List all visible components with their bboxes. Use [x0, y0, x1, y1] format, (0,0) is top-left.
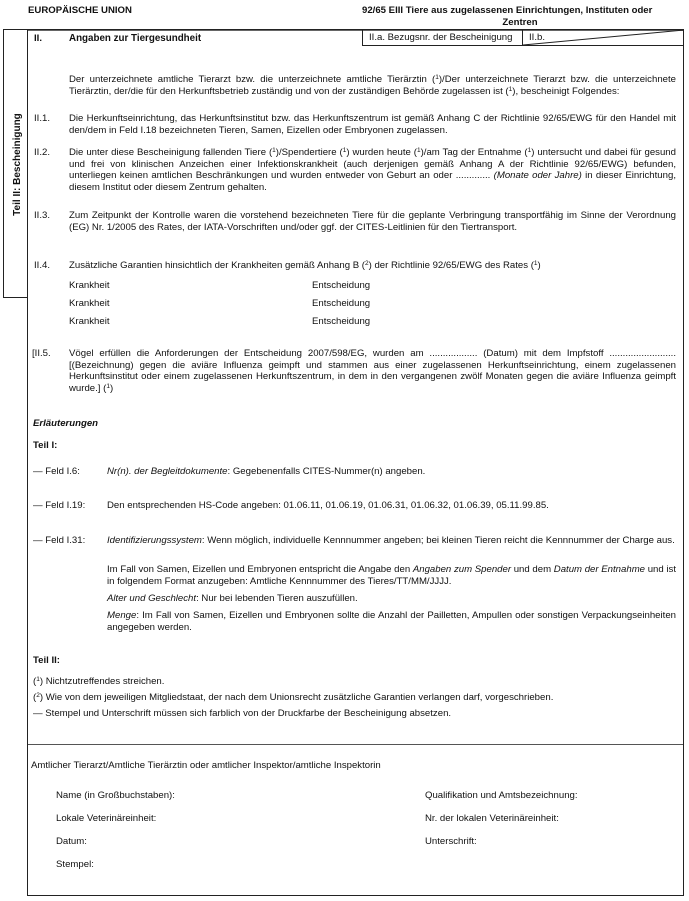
- intro-text-1: Der unterzeichnete amtliche Tierarzt bzw. die unterzeichnete amtliche Tierärztin (: [69, 74, 436, 85]
- clause-1-number: II.1.: [34, 113, 50, 124]
- footnote-ref: 1: [527, 147, 532, 154]
- feld-i31-label: — Feld I.31:: [33, 535, 86, 546]
- header-certificate-model-line1: 92/65 EIII Tiere aus zugelassenen Einrichtungen, Instituten oder: [362, 5, 653, 16]
- local-unit-number-field-label[interactable]: Nr. der lokalen Veterinäreinheit:: [425, 813, 559, 824]
- feld-i31-desc: : Wenn möglich, individuelle Kennnummer angeben; bei kleinen Tieren reicht die Kennnummer der Charge aus.: [201, 535, 675, 546]
- feld-i31-p2-term: Datum der Entnahme: [553, 564, 646, 575]
- disease-label: Krankheit: [69, 280, 110, 291]
- strikethrough-diagonal-icon: [523, 30, 684, 46]
- decision-label: Entscheidung: [312, 298, 371, 309]
- clause-5-part: Vögel erfüllen die Anforderungen der Entscheidung 2007/598/EG, wurden am .................. (Datum) mit dem Impfstoff ......................... [(Bezeichnung) gegen die aviäre Influenza geimpft und stammen aus einer zugelassenen Herkunftseinrichtung, einem zugelassenen Herkunftsinstitut oder einem zugelassenen Herkunftszentrum, in dem in den vergangenen zwölf Monaten gegen die aviäre Influenza geimpft wurde.] (: [69, 348, 676, 394]
- footnote-ref: 1: [272, 147, 276, 154]
- feld-i6-term: Nr(n). der Begleitdokumente: [107, 466, 228, 477]
- decision-label: Entscheidung: [312, 316, 371, 327]
- clause-2-part: )/am Tag der Entnahme (: [420, 147, 528, 158]
- footnote-ref: 1: [106, 382, 110, 390]
- signature-field-label[interactable]: Unterschrift:: [425, 836, 477, 847]
- clause-2-part: Die unter diese Bescheinigung fallenden Tiere (: [69, 147, 273, 158]
- feld-i31-p4-desc: : Im Fall von Samen, Eizellen und Embryonen sollte die Anzahl der Pailletten, Ampullen oder sonstigen Verpackungseinheiten angegeben werden.: [107, 610, 676, 633]
- certificate-frame: [27, 29, 684, 896]
- footnote-marker: 1: [36, 676, 40, 683]
- name-field-label[interactable]: Name (in Großbuchstaben):: [56, 790, 175, 801]
- date-field-label[interactable]: Datum:: [56, 836, 87, 847]
- decision-label: Entscheidung: [312, 280, 371, 291]
- clause-5-text: [69, 348, 676, 394]
- clause-4-part: Zusätzliche Garantien hinsichtlich der Krankheiten gemäß Anhang B (: [69, 260, 365, 271]
- signature-separator: [28, 744, 683, 745]
- clause-4-number: II.4.: [34, 260, 50, 271]
- clause-4-part: ) der Richtlinie 92/65/EWG des Rates (: [368, 260, 534, 271]
- stamp-note: — Stempel und Unterschrift müssen sich farblich von der Druckfarbe der Bescheinigung absetzen.: [33, 708, 452, 719]
- clause-1-text: Die Herkunftseinrichtung, das Herkunftsinstitut bzw. das Herkunftszentrum ist gemäß Anhang C der Richtlinie 92/65/EWG für den Handel mit den/dem in Feld I.18 bezeichneten Tieren, Samen, Eizellen oder Embryonen zugelassen.: [69, 113, 676, 136]
- clause-2-part: ) wurden heute (: [346, 147, 417, 158]
- intro-text-3: ), bescheinigt Folgendes:: [512, 85, 620, 97]
- clause-3-text: Zum Zeitpunkt der Kontrolle waren die vorstehend bezeichneten Tiere für die geplante Verbringung transportfähig im Sinne der Verordnung (EG) Nr. 1/2005 des Rates, der IATA-Vorschriften und/oder ggf. der CITES-Leitlinien für den Tiertransport.: [69, 210, 676, 233]
- intro-paragraph: [69, 74, 676, 97]
- footnote-ref: 1: [508, 85, 513, 93]
- feld-i31-term: Identifizierungssystem: [107, 535, 202, 546]
- clause-4-text: [69, 260, 676, 272]
- feld-i31-p1: [107, 535, 676, 547]
- clause-5-number: [II.5.: [32, 348, 51, 359]
- feld-i31-p3: [107, 593, 676, 605]
- footnote-1-text: ) Nichtzutreffendes streichen.: [39, 676, 165, 687]
- header-certificate-model: [362, 5, 678, 28]
- feld-i31-p3-term: Alter und Geschlecht: [107, 593, 197, 604]
- signature-heading: Amtlicher Tierarzt/Amtliche Tierärztin oder amtlicher Inspektor/amtliche Inspektorin: [31, 760, 381, 771]
- iib-field: [523, 30, 684, 46]
- feld-i19-label: — Feld I.19:: [33, 500, 86, 511]
- disease-label: Krankheit: [69, 298, 110, 309]
- iib-label: II.b.: [529, 32, 545, 43]
- footnote-marker: 2: [36, 692, 40, 699]
- clause-2-part: )/Spendertiere (: [275, 147, 343, 158]
- feld-i31-p2-part: Im Fall von Samen, Eizellen und Embryonen entspricht die Angabe den: [107, 564, 413, 575]
- feld-i31-p4: [107, 610, 676, 633]
- clause-5-part: ): [109, 382, 114, 394]
- section-number: II.: [34, 33, 42, 44]
- clause-3-number: II.3.: [34, 210, 50, 221]
- section-title: Angaben zur Tiergesundheit: [69, 33, 202, 44]
- footnote-2: ($^2$) Wie von dem jeweiligen Mitgliedstaat, der nach dem Unionsrecht zusätzliche Garantien verlangen darf, vorgeschrieben.: [33, 692, 554, 703]
- clause-4-part: ): [537, 260, 541, 271]
- feld-i31-p2-term: Angaben zum Spender: [412, 564, 512, 575]
- footnote-ref: 1: [533, 260, 538, 267]
- side-tab: [3, 29, 27, 298]
- feld-i6-label: — Feld I.6:: [33, 466, 80, 477]
- intro-text-2: )/Der unterzeichnete Tierarzt bzw. die unterzeichnete Tierärztin, der/die für den Herkunftsbetrieb zuständig und von der zuständigen Behörde zugelassen ist (: [69, 74, 676, 97]
- disease-label: Krankheit: [69, 316, 110, 327]
- footnote-2-text: ) Wie von dem jeweiligen Mitgliedstaat, der nach dem Unionsrecht zusätzliche Garantien verlangen darf, vorgeschrieben.: [39, 692, 554, 703]
- clause-2-duration-hint: (Monate oder Jahre): [493, 170, 582, 182]
- reference-number-label: II.a. Bezugsnr. der Bescheinigung: [369, 32, 513, 43]
- clause-2-number: II.2.: [34, 147, 50, 158]
- footnote-ref: 1: [416, 147, 421, 154]
- stamp-field-label[interactable]: Stempel:: [56, 859, 94, 870]
- notes-title: Erläuterungen: [33, 418, 99, 429]
- feld-i6-text: [107, 466, 676, 478]
- notes-part2-title: Teil II:: [33, 655, 61, 666]
- local-unit-field-label[interactable]: Lokale Veterinäreinheit:: [56, 813, 157, 824]
- qualification-field-label[interactable]: Qualifikation und Amtsbezeichnung:: [425, 790, 578, 801]
- header-certificate-model-line2: Zentren: [502, 16, 538, 28]
- feld-i31-p2-part: und dem: [511, 564, 554, 575]
- feld-i31-p4-term: Menge: [107, 610, 137, 621]
- footnote-ref: 1: [342, 147, 347, 154]
- feld-i19-text: Den entsprechenden HS-Code angeben: 01.06.11, 01.06.19, 01.06.31, 01.06.32, 01.06.39, 05.11.99.85.: [107, 500, 549, 511]
- notes-part1-title: Teil I:: [33, 440, 58, 451]
- side-tab-label: Teil II: Bescheinigung: [12, 113, 23, 216]
- footnote-1: ($^1$) Nichtzutreffendes streichen.: [33, 676, 165, 687]
- feld-i31-p2-part: und ist in folgendem Format anzugeben: Amtliche Kennnummer des Tieres/TT/MM/JJJJ.: [107, 564, 676, 587]
- footnote-ref: 1: [435, 74, 439, 81]
- clause-2-text: [69, 147, 676, 193]
- reference-number-field[interactable]: [362, 30, 523, 46]
- clause-2-part: ) untersucht und dabei für gesund und frei von klinischen Anzeichen einer Infektionskrankheit (auch derjenigen gemäß Anhang A der Richtlinie 92/65/EWG) befunden, unterliegen keinen amtlichen Beschränkungen und wurden entweder von Geburt an oder .............: [69, 147, 676, 182]
- feld-i6-desc: : Gegebenenfalls CITES-Nummer(n) angeben.: [227, 466, 426, 477]
- clause-2-part: in dieser Einrichtung, diesem Institut oder diesem Zentrum gehalten.: [69, 170, 676, 193]
- feld-i31-p3-desc: : Nur bei lebenden Tieren auszufüllen.: [196, 593, 358, 604]
- feld-i31-p2: [107, 564, 676, 587]
- footnote-ref: 2: [364, 260, 369, 267]
- header-union: EUROPÄISCHE UNION: [28, 5, 132, 16]
